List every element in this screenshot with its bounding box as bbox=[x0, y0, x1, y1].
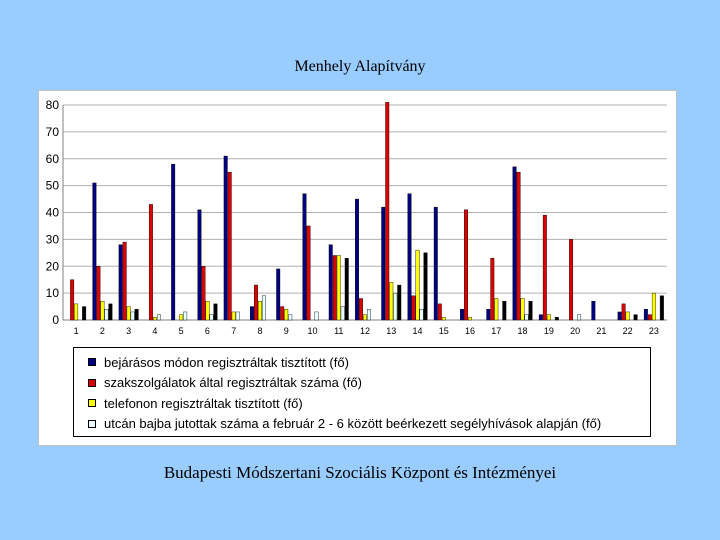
x-tick-label: 15 bbox=[438, 326, 449, 336]
legend-swatch bbox=[88, 358, 96, 366]
x-tick-label: 19 bbox=[543, 326, 554, 336]
bar bbox=[183, 312, 187, 320]
bar bbox=[232, 312, 236, 320]
x-tick-label: 1 bbox=[73, 326, 79, 336]
bar bbox=[345, 258, 349, 320]
bar bbox=[442, 317, 446, 320]
x-tick-label: 4 bbox=[152, 326, 158, 336]
bar bbox=[363, 315, 367, 320]
bar bbox=[569, 239, 573, 320]
bar bbox=[424, 253, 428, 320]
bar bbox=[652, 293, 656, 320]
legend-label: bejárásos módon regisztráltak tisztított (fő) bbox=[104, 354, 349, 370]
x-tick-label: 21 bbox=[596, 326, 607, 336]
y-tick-label: 60 bbox=[45, 151, 59, 166]
bar bbox=[97, 266, 101, 320]
bar bbox=[288, 315, 292, 320]
bar bbox=[276, 269, 280, 320]
bar bbox=[123, 242, 127, 320]
bar bbox=[543, 215, 547, 320]
bar bbox=[284, 309, 288, 320]
bar bbox=[660, 296, 664, 320]
bar bbox=[179, 315, 183, 320]
x-tick-label: 12 bbox=[359, 326, 371, 336]
bar bbox=[333, 256, 337, 321]
x-tick-label: 16 bbox=[465, 326, 476, 336]
y-tick-label: 50 bbox=[45, 178, 59, 193]
bar bbox=[394, 293, 398, 320]
bar bbox=[412, 296, 416, 320]
bar bbox=[416, 250, 420, 320]
x-tick-label: 11 bbox=[334, 326, 344, 336]
bar bbox=[210, 315, 214, 320]
bar bbox=[460, 309, 464, 320]
bar bbox=[547, 315, 551, 320]
bar bbox=[171, 164, 175, 320]
bar bbox=[202, 266, 206, 320]
x-tick-label: 14 bbox=[412, 326, 423, 336]
bar bbox=[206, 301, 210, 320]
bar bbox=[468, 317, 472, 320]
bar bbox=[622, 304, 626, 320]
bar bbox=[214, 304, 218, 320]
x-tick-label: 18 bbox=[517, 326, 528, 336]
x-tick-label: 3 bbox=[126, 326, 132, 336]
legend-swatch bbox=[88, 379, 96, 387]
bar bbox=[101, 301, 105, 320]
bar bbox=[127, 307, 131, 320]
slide-title: Menhely Alapítvány bbox=[294, 58, 426, 75]
bar bbox=[648, 315, 652, 320]
bar bbox=[592, 301, 596, 320]
legend-swatch bbox=[88, 420, 96, 428]
bar bbox=[539, 315, 543, 320]
bar bbox=[262, 296, 266, 320]
bar bbox=[626, 312, 630, 320]
bar bbox=[157, 315, 161, 320]
chart-panel bbox=[38, 90, 677, 446]
bar bbox=[254, 285, 258, 320]
legend-label: szakszolgálatok által regisztráltak száma (fő) bbox=[104, 375, 362, 391]
bar bbox=[228, 172, 232, 320]
x-tick-label: 5 bbox=[178, 326, 184, 336]
x-tick-label: 22 bbox=[622, 326, 633, 336]
bar bbox=[119, 245, 123, 320]
bar bbox=[236, 312, 240, 320]
bar bbox=[555, 317, 559, 320]
chart-legend bbox=[73, 347, 651, 437]
y-tick-label: 10 bbox=[45, 286, 59, 301]
bar bbox=[359, 299, 363, 321]
bar bbox=[517, 172, 521, 320]
bar bbox=[341, 307, 345, 320]
bar bbox=[250, 307, 254, 320]
x-tick-label: 13 bbox=[386, 326, 397, 336]
slide-footer: Budapesti Módszertani Szociális Központ és Intézményei bbox=[163, 463, 557, 482]
bar bbox=[521, 299, 525, 321]
bar bbox=[464, 210, 468, 320]
bar bbox=[577, 315, 581, 320]
bar bbox=[495, 299, 499, 321]
x-tick-label: 9 bbox=[283, 326, 289, 336]
bar bbox=[503, 301, 507, 320]
y-tick-label: 80 bbox=[45, 98, 59, 112]
x-tick-label: 20 bbox=[570, 326, 581, 336]
y-tick-label: 40 bbox=[45, 205, 59, 220]
y-tick-label: 70 bbox=[45, 124, 59, 139]
bar bbox=[513, 167, 517, 320]
bar bbox=[408, 194, 412, 320]
bar bbox=[307, 226, 311, 320]
bar bbox=[390, 282, 394, 320]
bar bbox=[131, 312, 135, 320]
bar bbox=[224, 156, 228, 320]
bar bbox=[386, 102, 390, 320]
bar bbox=[618, 312, 622, 320]
bar bbox=[329, 245, 333, 320]
bar bbox=[198, 210, 202, 320]
x-tick-label: 23 bbox=[648, 326, 659, 336]
bar bbox=[644, 309, 648, 320]
bar bbox=[280, 307, 284, 320]
bar bbox=[529, 301, 533, 320]
bar bbox=[355, 199, 359, 320]
legend-item bbox=[88, 373, 650, 394]
bar bbox=[491, 258, 495, 320]
bar bbox=[258, 301, 262, 320]
bar bbox=[420, 309, 424, 320]
y-tick-label: 0 bbox=[52, 313, 59, 327]
bar bbox=[367, 309, 371, 320]
bar bbox=[487, 309, 491, 320]
legend-item bbox=[88, 414, 650, 435]
bar bbox=[109, 304, 113, 320]
bar bbox=[438, 304, 442, 320]
bar bbox=[93, 183, 97, 320]
x-tick-label: 2 bbox=[99, 326, 105, 336]
bar bbox=[105, 309, 109, 320]
legend-label: telefonon regisztráltak tisztított (fő) bbox=[104, 395, 303, 411]
x-tick-label: 8 bbox=[257, 326, 263, 336]
bar bbox=[315, 312, 319, 320]
bar bbox=[337, 256, 341, 321]
bar bbox=[135, 309, 139, 320]
legend-swatch bbox=[88, 399, 96, 407]
x-tick-label: 7 bbox=[231, 326, 237, 336]
bar bbox=[398, 285, 402, 320]
x-tick-label: 6 bbox=[204, 326, 210, 336]
y-tick-label: 20 bbox=[45, 259, 59, 274]
bar bbox=[303, 194, 307, 320]
x-tick-label: 10 bbox=[307, 326, 318, 336]
bar bbox=[382, 207, 386, 320]
y-tick-label: 30 bbox=[45, 232, 59, 247]
bar bbox=[153, 317, 157, 320]
legend-item bbox=[88, 393, 650, 414]
legend-label: utcán bajba jutottak száma a február 2 - 6 között beérkezett segélyhívások alapján (fő) bbox=[104, 416, 602, 432]
bar bbox=[82, 307, 86, 320]
bar bbox=[74, 304, 78, 320]
bar bbox=[525, 315, 529, 320]
bar bbox=[70, 280, 74, 320]
bar bbox=[149, 204, 153, 320]
x-tick-label: 17 bbox=[491, 326, 502, 336]
bar bbox=[434, 207, 438, 320]
bar bbox=[634, 315, 638, 320]
legend-item bbox=[88, 352, 650, 373]
